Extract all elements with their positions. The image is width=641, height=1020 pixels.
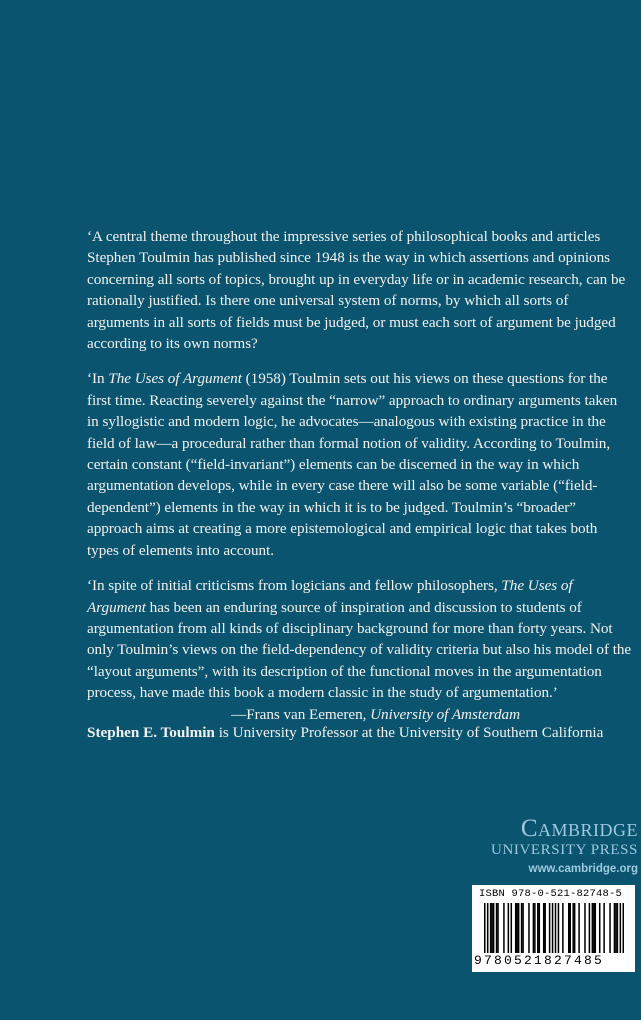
book-title-italic: The Uses of Argument <box>87 577 573 616</box>
barcode-bar <box>533 903 535 953</box>
publisher-logo <box>470 816 638 878</box>
barcode-bar <box>487 903 489 953</box>
barcode-bar <box>539 903 541 953</box>
barcode-bar <box>609 903 611 953</box>
barcode-bar <box>599 903 601 953</box>
barcode-bar <box>572 903 574 953</box>
blurb-paragraph-2 <box>87 368 632 561</box>
barcode-bar <box>623 903 624 953</box>
blurb-paragraph-1 <box>87 226 632 354</box>
barcode-bar <box>508 903 510 953</box>
barcode-bar <box>515 903 517 953</box>
publisher-subtitle: UNIVERSITY PRESS <box>491 842 638 858</box>
barcode-bar <box>615 903 617 953</box>
publisher-name: Cambridge <box>520 815 638 842</box>
barcode-bar <box>562 903 564 953</box>
barcode-bar <box>518 903 520 953</box>
barcode-bar <box>516 903 518 953</box>
barcode-bar <box>522 903 524 953</box>
barcode-bar <box>511 903 513 953</box>
barcode-bar <box>617 903 619 953</box>
barcode-bar <box>493 903 495 953</box>
attribution-name: —Frans van Eemeren, <box>231 705 371 723</box>
barcode-bar <box>537 903 539 953</box>
barcode-bar <box>603 903 605 953</box>
endorsement-blurb <box>87 226 632 725</box>
barcode-bar <box>578 903 580 953</box>
barcode-bar <box>497 903 499 953</box>
barcode-bar <box>558 903 560 953</box>
author-name: Stephen E. Toulmin <box>87 724 215 741</box>
barcode-bar <box>592 903 594 953</box>
barcode-bar <box>484 903 486 953</box>
blurb-paragraph-1-text: ‘A central theme throughout the impressive series of philosophical books and articles Stephen Toulmin has published since 1948 is the way in which assertions and opinions concerning all sorts of topics, brought up in everyday life or in academic research, can be rationally justified. Is there one universal system of norms, by which all sorts of arguments in all sorts of fields must be judged, or must each sort of argument be judged according to its own norms? <box>87 228 626 353</box>
barcode-bar <box>534 903 536 953</box>
barcode-bar <box>555 903 557 953</box>
barcode-bar <box>543 903 545 953</box>
blurb-paragraph-2-rest: (1958) Toulmin sets out his views on these questions for the first time. Reacting severely against the “narrow” approach to ordinary arguments taken in syllogistic and modern logic, he advocates—analogous with existing practice in the field of law—a procedural rather than formal notion of validity. According to Toulmin, certain constant (“field-invariant”) elements can be discerned in the way in which argumentation develops, while in every case there will also be some variable (“field-dependent”) elements in the way in which it is to be judged. Toulmin’s “broader” approach aims at creating a more epistemological and empirical logic that takes both types of elements into account. <box>87 370 618 559</box>
barcode-bar <box>574 903 576 953</box>
barcode-bar <box>549 903 551 953</box>
barcode-bar <box>552 903 554 953</box>
barcode-bar <box>595 903 597 953</box>
isbn-label: ISBN 978-0-521-82748-5 <box>479 888 623 900</box>
publisher-url: www.cambridge.org <box>528 863 638 875</box>
barcode-bar <box>620 903 622 953</box>
barcode-bar <box>490 903 492 953</box>
blurb-paragraph-3-rest: has been an enduring source of inspiration and discussion to students of argumentation from all kinds of disciplinary background for more than forty years. Not only Toulmin’s views on the field-dependency of validity criteria but also his model of the “layout arguments”, with its description of the functional moves in the argumentation process, have made this book a modern classic in the study of argumentation.’ <box>87 598 632 702</box>
barcode-bar <box>503 903 505 953</box>
barcode-bar <box>614 903 616 953</box>
barcode-bar <box>544 903 546 953</box>
isbn-barcode <box>472 885 635 972</box>
barcode-digits: 9780521827485 <box>474 953 605 968</box>
blurb-paragraph-3 <box>87 575 632 725</box>
barcode-bars-icon <box>484 903 624 955</box>
barcode-bar <box>569 903 571 953</box>
barcode-bar <box>589 903 591 953</box>
barcode-bar <box>568 903 570 953</box>
barcode-bar <box>584 903 586 953</box>
book-title-italic: The Uses of Argument <box>108 370 242 388</box>
barcode-bar <box>528 903 530 953</box>
barcode-bar <box>496 903 498 953</box>
barcode-bar <box>491 903 493 953</box>
author-bio-text: is University Professor at the University of Southern California <box>214 724 604 741</box>
blurb-paragraph-2-open: ‘In <box>87 370 109 388</box>
attribution-affiliation: University of Amsterdam <box>370 705 520 723</box>
author-bio <box>87 722 627 743</box>
barcode-bar <box>521 903 523 953</box>
barcode-bar <box>593 903 595 953</box>
blurb-paragraph-3-open: ‘In spite of initial criticisms from logicians and fellow philosophers, <box>87 577 502 595</box>
